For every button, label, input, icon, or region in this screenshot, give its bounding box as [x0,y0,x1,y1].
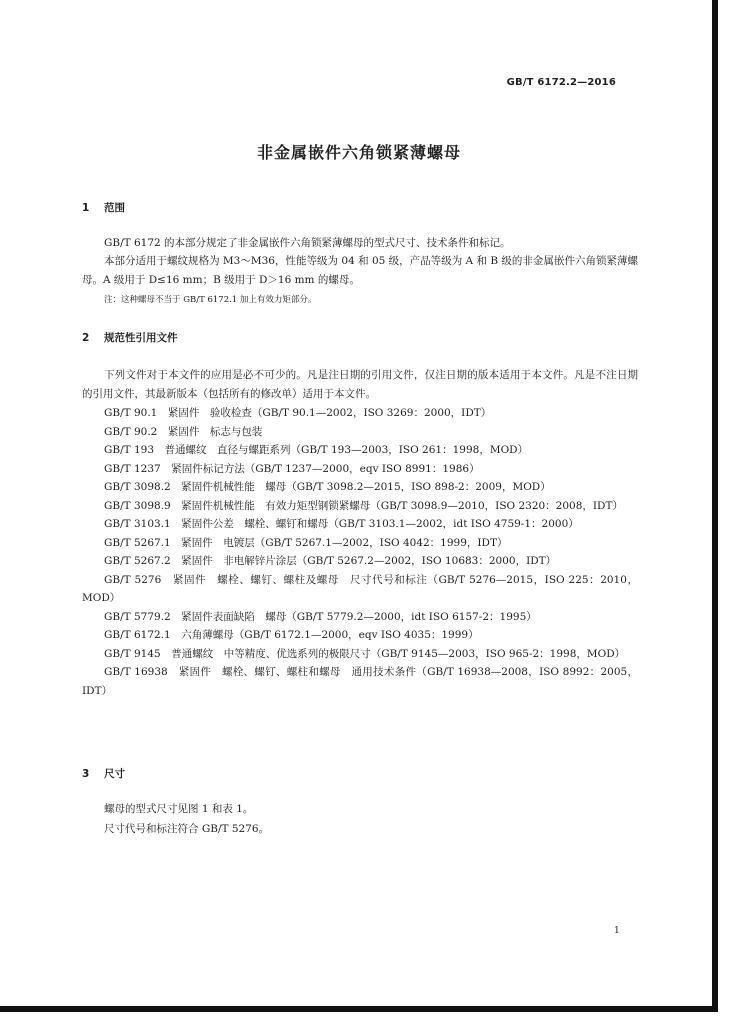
dimensions-paragraph: 尺寸代号和标注符合 GB/T 5276。 [104,823,270,835]
scope-paragraph: GB/T 6172 的本部分规定了非金属嵌件六角锁紧薄螺母的型式尺寸、技术条件和标记。 [104,237,511,249]
reference-item: GB/T 5267.2 紧固件 非电解锌片涂层（GB/T 5267.2—2002，ISO 10683：2000，IDT） [104,555,557,567]
reference-item: GB/T 9145 普通螺纹 中等精度、优选系列的极限尺寸（GB/T 9145—2003，ISO 965-2：1998，MOD） [104,647,626,660]
section-heading-dimensions [82,766,125,781]
reference-item: GB/T 90.1 紧固件 验收检查（GB/T 90.1—2002，ISO 3269：2000，IDT） [104,407,492,419]
reference-item: GB/T 5276 紧固件 螺栓、螺钉、螺柱及螺母 尺寸代号和标注（GB/T 5276—2015，ISO 225：2010，MOD） [82,573,638,604]
section-title: 范围 [104,202,125,214]
normative-intro: 下列文件对于本文件的应用是必不可少的。凡是注日期的引用文件，仅注日期的版本适用于本文件。凡是不注日期的引用文件，其最新版本（包括所有的修改单）适用于本文件。 [82,369,638,400]
reference-item: GB/T 193 普通螺纹 直径与螺距系列（GB/T 193—2003，ISO 261：1998，MOD） [104,444,529,456]
reference-item: GB/T 3098.9 紧固件机械性能 有效力矩型钢锁紧螺母（GB/T 3098.9—2010，ISO 2320：2008，IDT） [104,499,623,512]
section-number: 1 [82,202,90,214]
reference-item: GB/T 5267.1 紧固件 电镀层（GB/T 5267.1—2002，ISO 4042：1999，IDT） [104,536,508,549]
section-title: 尺寸 [104,768,125,780]
standard-code: GB/T 6172.2—2016 [506,77,616,88]
dimensions-paragraph: 螺母的型式尺寸见图 1 和表 1。 [104,803,254,815]
reference-item: GB/T 3103.1 紧固件公差 螺栓、螺钉和螺母（GB/T 3103.1—2002，idt ISO 4759-1：2000） [104,518,579,530]
page-number: 1 [614,926,620,936]
section-number: 2 [82,332,90,344]
reference-item: GB/T 90.2 紧固件 标志与包装 [104,425,263,438]
section-title: 规范性引用文件 [104,332,178,344]
scope-note: 注：这种螺母不当于 GB/T 6172.1 加上有效力矩部分。 [104,295,317,305]
scope-paragraph: 本部分适用于螺纹规格为 M3～M36，性能等级为 04 和 05 级，产品等级为 A 和 B 级的非金属嵌件六角锁紧薄螺母。A 级用于 D≤16 mm；B 级用于 D＞16 mm 的螺母。 [82,255,638,286]
section-number: 3 [82,768,90,780]
reference-item: GB/T 1237 紧固件标记方法（GB/T 1237—2000，eqv ISO 8991：1986） [104,462,480,475]
section-heading-normative [82,330,178,345]
reference-item: GB/T 6172.1 六角薄螺母（GB/T 6172.1—2000，eqv ISO 4035：1999） [104,629,479,641]
reference-list [82,404,638,700]
section-heading-scope [82,200,125,215]
reference-item: GB/T 16938 紧固件 螺栓、螺钉、螺柱和螺母 通用技术条件（GB/T 16938—2008，ISO 8992：2005，IDT） [82,666,638,697]
reference-item: GB/T 5779.2 紧固件表面缺陷 螺母（GB/T 5779.2—2000，idt ISO 6157-2：1995） [104,610,537,623]
reference-item: GB/T 3098.2 紧固件机械性能 螺母（GB/T 3098.2—2015，ISO 898-2：2009，MOD） [104,481,551,493]
document-title: 非金属嵌件六角锁紧薄螺母 [256,143,461,162]
